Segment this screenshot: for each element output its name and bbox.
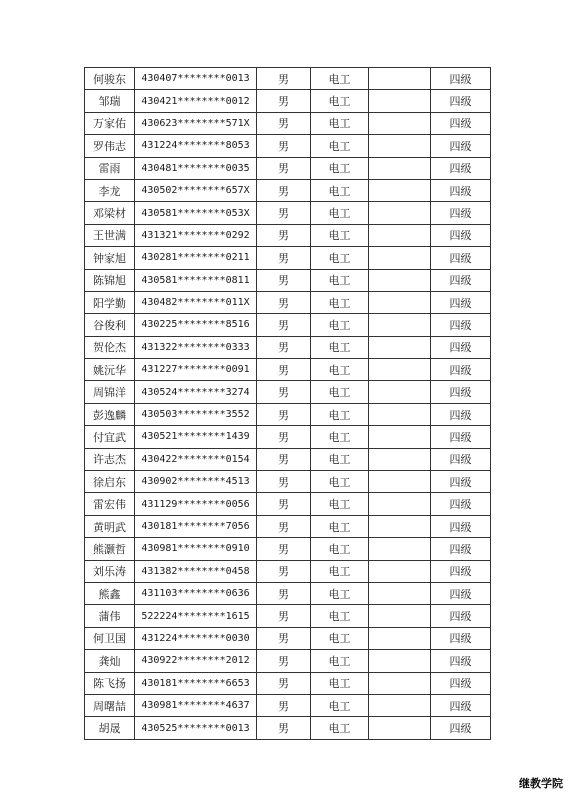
id-number-cell: 430407********0013: [135, 68, 257, 90]
name-cell: 黄明武: [85, 515, 135, 537]
level-cell: 四级: [431, 515, 491, 537]
id-number-cell: 430902********4513: [135, 471, 257, 493]
name-cell: 付宜武: [85, 426, 135, 448]
name-cell: 陈锦旭: [85, 269, 135, 291]
gender-cell: 男: [257, 448, 311, 470]
level-cell: 四级: [431, 269, 491, 291]
gender-cell: 男: [257, 179, 311, 201]
trade-cell: 电工: [311, 381, 369, 403]
id-number-cell: 430502********657X: [135, 179, 257, 201]
gender-cell: 男: [257, 471, 311, 493]
name-cell: 阳学勤: [85, 291, 135, 313]
table-row: [85, 291, 491, 313]
level-cell: 四级: [431, 538, 491, 560]
id-number-cell: 430225********8516: [135, 314, 257, 336]
id-number-cell: 430581********0811: [135, 269, 257, 291]
gender-cell: 男: [257, 269, 311, 291]
trade-cell: 电工: [311, 426, 369, 448]
level-cell: 四级: [431, 90, 491, 112]
name-cell: 何骏东: [85, 68, 135, 90]
level-cell: 四级: [431, 224, 491, 246]
level-cell: 四级: [431, 694, 491, 716]
name-cell: 胡晟: [85, 717, 135, 739]
note-cell: [369, 359, 431, 381]
id-number-cell: 430421********0012: [135, 90, 257, 112]
level-cell: 四级: [431, 471, 491, 493]
name-cell: 邹瑞: [85, 90, 135, 112]
gender-cell: 男: [257, 202, 311, 224]
note-cell: [369, 560, 431, 582]
trade-cell: 电工: [311, 90, 369, 112]
note-cell: [369, 515, 431, 537]
id-number-cell: 430981********4637: [135, 694, 257, 716]
trade-cell: 电工: [311, 224, 369, 246]
roster-table: [84, 67, 491, 740]
trade-cell: 电工: [311, 68, 369, 90]
note-cell: [369, 493, 431, 515]
level-cell: 四级: [431, 403, 491, 425]
id-number-cell: 522224********1615: [135, 605, 257, 627]
watermark-text: 继教学院: [519, 777, 563, 790]
trade-cell: 电工: [311, 247, 369, 269]
table-row: [85, 403, 491, 425]
gender-cell: 男: [257, 291, 311, 313]
gender-cell: 男: [257, 157, 311, 179]
level-cell: 四级: [431, 381, 491, 403]
name-cell: 刘乐涛: [85, 560, 135, 582]
level-cell: 四级: [431, 68, 491, 90]
note-cell: [369, 90, 431, 112]
id-number-cell: 431129********0056: [135, 493, 257, 515]
level-cell: 四级: [431, 291, 491, 313]
trade-cell: 电工: [311, 493, 369, 515]
id-number-cell: 430981********0910: [135, 538, 257, 560]
level-cell: 四级: [431, 448, 491, 470]
note-cell: [369, 471, 431, 493]
level-cell: 四级: [431, 157, 491, 179]
id-number-cell: 430181********7056: [135, 515, 257, 537]
level-cell: 四级: [431, 560, 491, 582]
level-cell: 四级: [431, 426, 491, 448]
trade-cell: 电工: [311, 336, 369, 358]
level-cell: 四级: [431, 202, 491, 224]
name-cell: 雷宏伟: [85, 493, 135, 515]
name-cell: 周曙喆: [85, 694, 135, 716]
trade-cell: 电工: [311, 650, 369, 672]
level-cell: 四级: [431, 717, 491, 739]
table-row: [85, 112, 491, 134]
roster-body: [85, 68, 491, 740]
table-row: [85, 493, 491, 515]
trade-cell: 电工: [311, 694, 369, 716]
gender-cell: 男: [257, 538, 311, 560]
gender-cell: 男: [257, 314, 311, 336]
gender-cell: 男: [257, 582, 311, 604]
level-cell: 四级: [431, 247, 491, 269]
trade-cell: 电工: [311, 582, 369, 604]
table-row: [85, 336, 491, 358]
trade-cell: 电工: [311, 538, 369, 560]
id-number-cell: 430422********0154: [135, 448, 257, 470]
level-cell: 四级: [431, 650, 491, 672]
trade-cell: 电工: [311, 672, 369, 694]
gender-cell: 男: [257, 112, 311, 134]
gender-cell: 男: [257, 515, 311, 537]
name-cell: 熊鑫: [85, 582, 135, 604]
gender-cell: 男: [257, 627, 311, 649]
gender-cell: 男: [257, 426, 311, 448]
gender-cell: 男: [257, 493, 311, 515]
table-row: [85, 135, 491, 157]
id-number-cell: 430581********053X: [135, 202, 257, 224]
name-cell: 龚灿: [85, 650, 135, 672]
name-cell: 何卫国: [85, 627, 135, 649]
level-cell: 四级: [431, 135, 491, 157]
trade-cell: 电工: [311, 269, 369, 291]
id-number-cell: 431321********0292: [135, 224, 257, 246]
id-number-cell: 430481********0035: [135, 157, 257, 179]
note-cell: [369, 68, 431, 90]
gender-cell: 男: [257, 336, 311, 358]
id-number-cell: 430524********3274: [135, 381, 257, 403]
level-cell: 四级: [431, 314, 491, 336]
gender-cell: 男: [257, 224, 311, 246]
name-cell: 钟家旭: [85, 247, 135, 269]
name-cell: 许志杰: [85, 448, 135, 470]
name-cell: 李龙: [85, 179, 135, 201]
note-cell: [369, 538, 431, 560]
trade-cell: 电工: [311, 403, 369, 425]
table-row: [85, 381, 491, 403]
level-cell: 四级: [431, 359, 491, 381]
table-row: [85, 582, 491, 604]
note-cell: [369, 247, 431, 269]
gender-cell: 男: [257, 68, 311, 90]
trade-cell: 电工: [311, 471, 369, 493]
table-row: [85, 314, 491, 336]
trade-cell: 电工: [311, 448, 369, 470]
level-cell: 四级: [431, 582, 491, 604]
trade-cell: 电工: [311, 605, 369, 627]
id-number-cell: 430525********0013: [135, 717, 257, 739]
id-number-cell: 430503********3552: [135, 403, 257, 425]
table-row: [85, 202, 491, 224]
gender-cell: 男: [257, 717, 311, 739]
trade-cell: 电工: [311, 359, 369, 381]
note-cell: [369, 314, 431, 336]
gender-cell: 男: [257, 694, 311, 716]
gender-cell: 男: [257, 672, 311, 694]
id-number-cell: 430922********2012: [135, 650, 257, 672]
level-cell: 四级: [431, 112, 491, 134]
trade-cell: 电工: [311, 515, 369, 537]
trade-cell: 电工: [311, 112, 369, 134]
table-row: [85, 515, 491, 537]
id-number-cell: 430521********1439: [135, 426, 257, 448]
table-row: [85, 179, 491, 201]
note-cell: [369, 112, 431, 134]
trade-cell: 电工: [311, 717, 369, 739]
level-cell: 四级: [431, 493, 491, 515]
table-row: [85, 650, 491, 672]
id-number-cell: 431382********0458: [135, 560, 257, 582]
table-row: [85, 560, 491, 582]
table-row: [85, 269, 491, 291]
note-cell: [369, 269, 431, 291]
trade-cell: 电工: [311, 314, 369, 336]
note-cell: [369, 627, 431, 649]
note-cell: [369, 179, 431, 201]
trade-cell: 电工: [311, 202, 369, 224]
id-number-cell: 431224********8053: [135, 135, 257, 157]
gender-cell: 男: [257, 90, 311, 112]
name-cell: 彭逸麟: [85, 403, 135, 425]
note-cell: [369, 202, 431, 224]
level-cell: 四级: [431, 336, 491, 358]
note-cell: [369, 381, 431, 403]
id-number-cell: 430623********571X: [135, 112, 257, 134]
table-row: [85, 538, 491, 560]
name-cell: 邓梁材: [85, 202, 135, 224]
name-cell: 雷雨: [85, 157, 135, 179]
level-cell: 四级: [431, 605, 491, 627]
note-cell: [369, 694, 431, 716]
table-row: [85, 448, 491, 470]
id-number-cell: 431103********0636: [135, 582, 257, 604]
id-number-cell: 430181********6653: [135, 672, 257, 694]
id-number-cell: 431322********0333: [135, 336, 257, 358]
name-cell: 陈飞扬: [85, 672, 135, 694]
name-cell: 周锦洋: [85, 381, 135, 403]
trade-cell: 电工: [311, 627, 369, 649]
name-cell: 罗伟志: [85, 135, 135, 157]
note-cell: [369, 605, 431, 627]
id-number-cell: 431227********0091: [135, 359, 257, 381]
note-cell: [369, 157, 431, 179]
note-cell: [369, 135, 431, 157]
table-row: [85, 672, 491, 694]
trade-cell: 电工: [311, 179, 369, 201]
name-cell: 万家佑: [85, 112, 135, 134]
level-cell: 四级: [431, 179, 491, 201]
table-row: [85, 471, 491, 493]
table-row: [85, 627, 491, 649]
name-cell: 徐启东: [85, 471, 135, 493]
table-row: [85, 90, 491, 112]
level-cell: 四级: [431, 627, 491, 649]
name-cell: 谷俊利: [85, 314, 135, 336]
table-row: [85, 224, 491, 246]
gender-cell: 男: [257, 135, 311, 157]
note-cell: [369, 224, 431, 246]
gender-cell: 男: [257, 359, 311, 381]
table-row: [85, 426, 491, 448]
note-cell: [369, 717, 431, 739]
note-cell: [369, 426, 431, 448]
table-row: [85, 359, 491, 381]
trade-cell: 电工: [311, 157, 369, 179]
id-number-cell: 431224********0030: [135, 627, 257, 649]
gender-cell: 男: [257, 560, 311, 582]
note-cell: [369, 291, 431, 313]
gender-cell: 男: [257, 381, 311, 403]
note-cell: [369, 582, 431, 604]
note-cell: [369, 650, 431, 672]
note-cell: [369, 448, 431, 470]
note-cell: [369, 336, 431, 358]
trade-cell: 电工: [311, 291, 369, 313]
note-cell: [369, 672, 431, 694]
level-cell: 四级: [431, 672, 491, 694]
name-cell: 熊灏哲: [85, 538, 135, 560]
id-number-cell: 430281********0211: [135, 247, 257, 269]
gender-cell: 男: [257, 650, 311, 672]
table-row: [85, 157, 491, 179]
note-cell: [369, 403, 431, 425]
name-cell: 姚沅华: [85, 359, 135, 381]
name-cell: 蒲伟: [85, 605, 135, 627]
name-cell: 贺伦杰: [85, 336, 135, 358]
gender-cell: 男: [257, 247, 311, 269]
trade-cell: 电工: [311, 135, 369, 157]
name-cell: 王世满: [85, 224, 135, 246]
table-row: [85, 605, 491, 627]
table-row: [85, 68, 491, 90]
trade-cell: 电工: [311, 560, 369, 582]
table-row: [85, 247, 491, 269]
table-row: [85, 717, 491, 739]
gender-cell: 男: [257, 605, 311, 627]
table-row: [85, 694, 491, 716]
gender-cell: 男: [257, 403, 311, 425]
id-number-cell: 430482********011X: [135, 291, 257, 313]
